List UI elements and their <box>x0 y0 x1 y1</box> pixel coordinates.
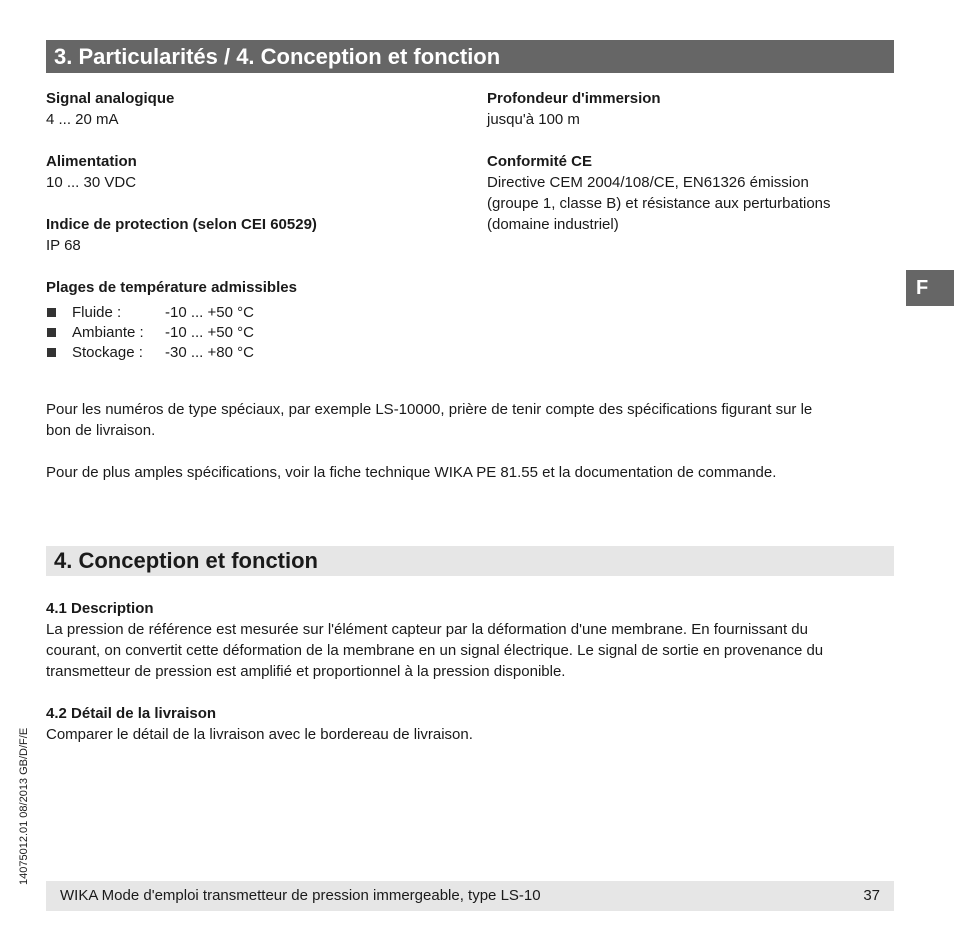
depth-value: jusqu'à 100 m <box>487 111 580 128</box>
document-code: 14075012.01 08/2013 GB/D/F/E <box>18 727 30 885</box>
signal-title: Signal analogique <box>46 90 175 107</box>
temperature-label: Stockage : <box>72 344 143 361</box>
temperature-value: -10 ... +50 °C <box>165 304 254 321</box>
signal-value: 4 ... 20 mA <box>46 111 119 128</box>
temperature-label: Ambiante : <box>72 324 144 341</box>
protection-value: IP 68 <box>46 237 81 254</box>
ce-line: (domaine industriel) <box>487 216 619 233</box>
power-value: 10 ... 30 VDC <box>46 174 137 191</box>
language-tab: F <box>906 270 954 306</box>
square-bullet-icon <box>47 308 56 317</box>
section-4-header: 4. Conception et fonction <box>46 546 894 576</box>
temperature-value: -10 ... +50 °C <box>165 324 254 341</box>
protection-title: Indice de protection (selon CEI 60529) <box>46 216 317 233</box>
page-number: 37 <box>863 887 880 904</box>
paragraph-line: transmetteur de pression est amplifié et proportionnel à la pression disponible. <box>46 663 566 680</box>
paragraph-line: La pression de référence est mesurée sur l'élément capteur par la déformation d'une membrane. En fournissant du <box>46 621 808 638</box>
power-title: Alimentation <box>46 153 137 170</box>
subsection-title: 4.1 Description <box>46 600 154 617</box>
temperature-value: -30 ... +80 °C <box>165 344 254 361</box>
footer-text: WIKA Mode d'emploi transmetteur de pression immergeable, type LS-10 <box>60 887 541 904</box>
ce-line: (groupe 1, classe B) et résistance aux perturbations <box>487 195 831 212</box>
paragraph-line: bon de livraison. <box>46 422 156 439</box>
ce-title: Conformité CE <box>487 153 592 170</box>
depth-title: Profondeur d'immersion <box>487 90 661 107</box>
ce-line: Directive CEM 2004/108/CE, EN61326 émission <box>487 174 809 191</box>
subsection-title: 4.2 Détail de la livraison <box>46 705 217 722</box>
paragraph-line: Pour de plus amples spécifications, voir la fiche technique WIKA PE 81.55 et la documentation de commande. <box>46 464 777 481</box>
temperature-title: Plages de température admissibles <box>46 279 297 296</box>
footer <box>46 881 894 911</box>
paragraph-line: Comparer le détail de la livraison avec le bordereau de livraison. <box>46 726 473 743</box>
temperature-label: Fluide : <box>72 304 122 321</box>
square-bullet-icon <box>47 348 56 357</box>
paragraph-line: courant, on convertit cette déformation de la membrane en un signal électrique. Le signal de sortie en provenance du <box>46 642 824 659</box>
square-bullet-icon <box>47 328 56 337</box>
section-header: 3. Particularités / 4. Conception et fonction <box>46 40 894 73</box>
paragraph-line: Pour les numéros de type spéciaux, par exemple LS-10000, prière de tenir compte des spécifications figurant sur le <box>46 401 813 418</box>
